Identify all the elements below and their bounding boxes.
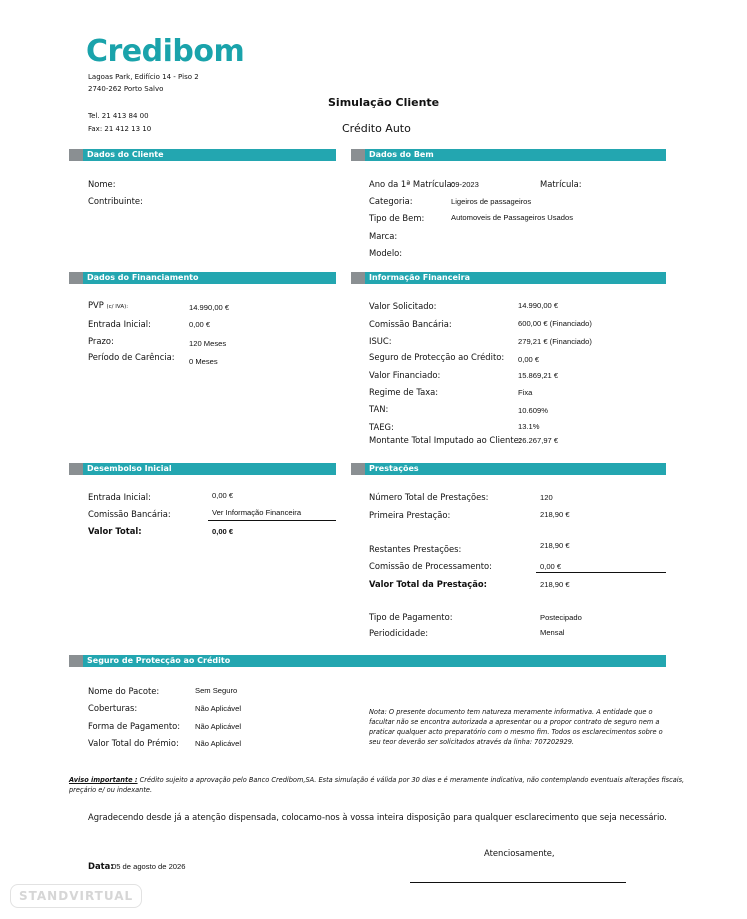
valor-financiado-label: Valor Financiado: (369, 370, 441, 380)
restantes-prestacoes-label: Restantes Prestações: (369, 544, 462, 554)
forma-pagamento-label: Forma de Pagamento: (88, 721, 181, 731)
section-marker (351, 149, 365, 161)
entrada-label: Entrada Inicial: (88, 319, 151, 329)
section-title: Prestações (369, 464, 419, 473)
section-marker (351, 463, 365, 475)
numero-prestacoes-value: 120 (540, 493, 553, 502)
matricula-label: Matrícula: (540, 179, 582, 189)
coberturas-value: Não Aplicável (195, 704, 242, 713)
valor-solicitado-label: Valor Solicitado: (369, 301, 437, 311)
seguro-note (369, 707, 669, 747)
comissao-bancaria-label: Comissão Bancária: (369, 319, 452, 329)
premio-label: Valor Total do Prémio: (88, 738, 179, 748)
contribuinte-label: Contribuinte: (88, 196, 143, 206)
section-header-seguro (69, 655, 666, 667)
phone-number: Tel. 21 413 84 00 (88, 112, 149, 120)
regime-taxa-label: Regime de Taxa: (369, 387, 439, 397)
valor-financiado-value: 15.869,21 € (518, 371, 559, 380)
modelo-label: Modelo: (369, 248, 403, 258)
tipo-pagamento-value: Postecipado (540, 613, 582, 622)
total-prestacao-label: Valor Total da Prestação: (369, 579, 488, 589)
nome-label: Nome: (88, 179, 116, 189)
atenciosamente-text: Atenciosamente, (484, 848, 555, 858)
carencia-label: Período de Carência: (88, 352, 175, 362)
fax-number: Fax: 21 412 13 10 (88, 125, 152, 133)
section-title: Informação Financeira (369, 273, 470, 282)
seguro-protecao-value: 0,00 € (518, 355, 540, 364)
tipo-pagamento-label: Tipo de Pagamento: (369, 612, 453, 622)
credibom-logo: Credibom (86, 34, 245, 69)
pvp-value: 14.990,00 € (189, 303, 230, 312)
prazo-label: Prazo: (88, 336, 114, 346)
desembolso-comissao-label: Comissão Bancária: (88, 509, 171, 519)
periodicidade-label: Periodicidade: (369, 628, 429, 638)
agradecimento-text: Agradecendo desde já a atenção dispensada, colocamo-nos à vossa inteira disposição para qualquer esclarecimento que seja necessário. (88, 812, 667, 822)
section-title: Dados do Financiamento (87, 273, 199, 282)
tan-label: TAN: (369, 404, 389, 414)
section-header-cliente (69, 149, 336, 161)
section-header-desembolso (69, 463, 336, 475)
section-header-financiamento (69, 272, 336, 284)
prazo-value: 120 Meses (189, 339, 227, 348)
marca-label: Marca: (369, 231, 398, 241)
primeira-prestacao-value: 218,90 € (540, 510, 570, 519)
pvp-label (88, 300, 128, 310)
coberturas-label: Coberturas: (88, 703, 138, 713)
numero-prestacoes-label: Número Total de Prestações: (369, 492, 489, 502)
ano-matricula-value: 09-2023 (451, 180, 479, 189)
tipo-bem-value: Automoveis de Passageiros Usados (451, 213, 573, 222)
standvirtual-watermark: STANDVIRTUAL (10, 884, 142, 908)
note-line-1: Nota: O presente documento tem natureza meramente informativa. A entidade que o (369, 708, 653, 716)
regime-taxa-value: Fixa (518, 388, 533, 397)
carencia-value: 0 Meses (189, 357, 218, 366)
section-marker (351, 272, 365, 284)
isuc-value: 279,21 € (Financiado) (518, 337, 592, 346)
aviso-importante (69, 775, 685, 795)
total-prestacao-value: 218,90 € (540, 580, 570, 589)
isuc-label: ISUC: (369, 336, 392, 346)
page-title: Simulação Cliente (328, 96, 440, 109)
address-line-2: 2740-262 Porto Salvo (88, 85, 164, 93)
montante-total-value: 26.267,97 € (518, 436, 559, 445)
ano-matricula-label: Ano da 1ª Matrícula: (369, 179, 455, 189)
prestacoes-divider (536, 572, 666, 573)
tan-value: 10.609% (518, 406, 548, 415)
desembolso-divider (208, 520, 336, 521)
page-subtitle: Crédito Auto (342, 122, 411, 135)
taeg-label: TAEG: (369, 422, 394, 432)
periodicidade-value: Mensal (540, 628, 565, 637)
section-marker (69, 463, 83, 475)
section-title: Dados do Cliente (87, 150, 164, 159)
pacote-value: Sem Seguro (195, 686, 238, 695)
premio-value: Não Aplicável (195, 739, 242, 748)
seguro-protecao-label: Seguro de Protecção ao Crédito: (369, 352, 505, 362)
categoria-label: Categoria: (369, 196, 413, 206)
aviso-text: Crédito sujeito a aprovação pelo Banco Credibom,SA. Esta simulação é válida por 30 dias e é meramente indicativa, não contemplando eventuais alterações fiscais, (137, 776, 685, 784)
note-line-2: facultar não se encontra autorizada a apresentar ou a propor contrato de seguro nem a (369, 718, 660, 726)
tipo-bem-label: Tipo de Bem: (369, 213, 425, 223)
note-line-4: seu teor deverão ser solicitados através da linha: 707202929. (369, 738, 575, 746)
section-marker (69, 149, 83, 161)
desembolso-total-label: Valor Total: (88, 526, 142, 536)
section-header-bem (351, 149, 666, 161)
pvp-note: (c/ IVA): (106, 304, 129, 310)
comissao-processamento-label: Comissão de Processamento: (369, 561, 492, 571)
entrada-value: 0,00 € (189, 320, 211, 329)
aviso-line-2: preçário e/ ou indexante. (69, 786, 153, 794)
categoria-value: Ligeiros de passageiros (451, 197, 532, 206)
desembolso-entrada-value: 0,00 € (212, 491, 234, 500)
taeg-value: 13.1% (518, 422, 540, 431)
valor-solicitado-value: 14.990,00 € (518, 301, 559, 310)
data-value: 05 de agosto de 2026 (112, 862, 186, 871)
pacote-label: Nome do Pacote: (88, 686, 160, 696)
comissao-bancaria-value: 600,00 € (Financiado) (518, 319, 592, 328)
section-title: Desembolso Inicial (87, 464, 172, 473)
address-line-1: Lagoas Park, Edifício 14 - Piso 2 (88, 73, 199, 81)
desembolso-entrada-label: Entrada Inicial: (88, 492, 151, 502)
section-header-prestacoes (351, 463, 666, 475)
montante-total-label: Montante Total Imputado ao Cliente: (369, 435, 522, 445)
comissao-processamento-value: 0,00 € (540, 562, 562, 571)
section-marker (69, 272, 83, 284)
aviso-line-1 (69, 775, 685, 785)
section-header-info-financeira (351, 272, 666, 284)
section-title: Seguro de Protecção ao Crédito (87, 656, 231, 665)
primeira-prestacao-label: Primeira Prestação: (369, 510, 451, 520)
data-label: Data: (88, 861, 114, 871)
section-marker (69, 655, 83, 667)
forma-pagamento-value: Não Aplicável (195, 722, 242, 731)
pvp-label-text: PVP (88, 300, 104, 310)
signature-line (410, 882, 626, 883)
section-title: Dados do Bem (369, 150, 434, 159)
desembolso-comissao-value: Ver Informação Financeira (212, 508, 302, 517)
note-line-3: praticar qualquer acto preparatório com o mesmo fim. Todos os esclarecimentos sobre o (369, 728, 663, 736)
restantes-prestacoes-value: 218,90 € (540, 541, 570, 550)
desembolso-total-value: 0,00 € (212, 527, 234, 536)
aviso-label: Aviso importante : (69, 776, 138, 784)
